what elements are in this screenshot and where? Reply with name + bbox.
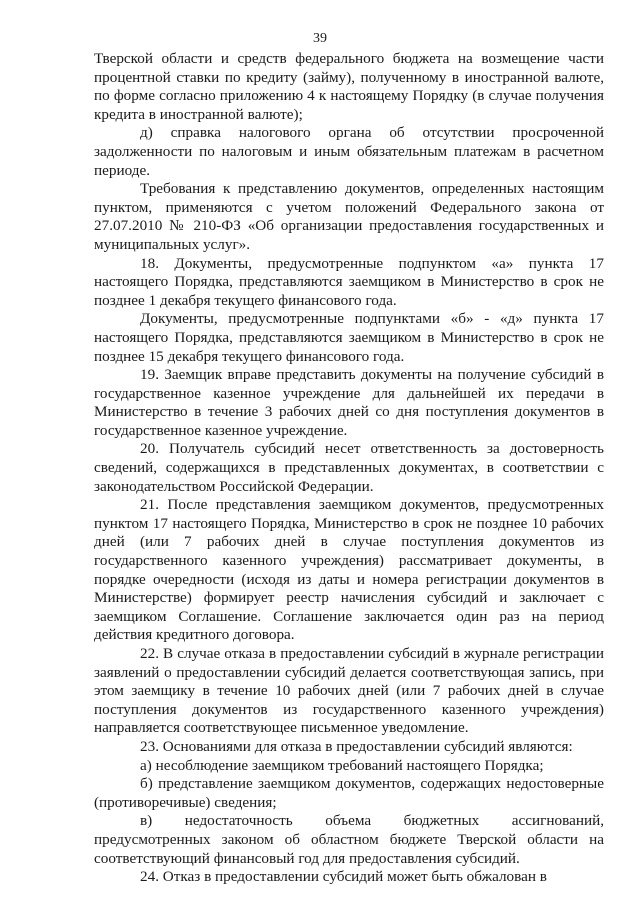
paragraph-item-18-documents: Документы, предусмотренные подпунктами «б» - «д» пункта 17 настоящего Порядка, представляются заемщиком в Министерство в срок не позднее 15 декабря текущего финансового года. [94, 310, 604, 365]
paragraph-item-23-b: б) представление заемщиком документов, содержащих недостоверные (противоречивые) сведения; [94, 775, 604, 811]
page-number: 39 [313, 31, 327, 46]
paragraph-item-19: 19. Заемщик вправе представить документы на получение субсидий в государственное казенное учреждение для дальнейшей их передачи в Министерство в течение 3 рабочих дней со дня поступления документов в государственное казенное учреждение. [94, 366, 604, 439]
document-body [94, 50, 604, 887]
paragraph-requirements: Требования к представлению документов, определенных настоящим пунктом, применяются с учетом положений Федерального закона от 27.07.2010 № 210-ФЗ «Об организации предоставления государственных и муниципальных услуг». [94, 180, 604, 253]
paragraph-item-24: 24. Отказ в предоставлении субсидий может быть обжалован в [140, 868, 547, 886]
paragraph-item-23-a: а) несоблюдение заемщиком требований настоящего Порядка; [140, 756, 544, 774]
paragraph-item-21: 21. После представления заемщиком документов, предусмотренных пунктом 17 настоящего Порядка, Министерство в срок не позднее 10 рабочих дней (или 7 рабочих дней в случае поступления документов из государственного казенного учреждения) рассматривает документы, в порядке очередности (исходя из даты и номера регистрации документов в Министерстве) формирует реестр начисления субсидий и заключает с заемщиком Соглашение. Соглашение заключается один раз на период действия кредитного договора. [94, 496, 604, 644]
paragraph-subitem-d: д) справка налогового органа об отсутствии просроченной задолженности по налоговым и иным обязательным платежам в расчетном периоде. [94, 124, 604, 179]
paragraph-item-22: 22. В случае отказа в предоставлении субсидий в журнале регистрации заявлений о предоставлении субсидий делается соответствующая запись, при этом заемщику в течение 10 рабочих дней (или 7 рабочих дней в случае поступления документов из государственного казенного учреждения) направляется соответствующее письменное уведомление. [94, 645, 604, 737]
paragraph-item-18: 18. Документы, предусмотренные подпунктом «а» пункта 17 настоящего Порядка, представляются заемщиком в Министерство в срок не позднее 1 декабря текущего финансового года. [94, 254, 604, 309]
paragraph-item-23: 23. Основаниями для отказа в предоставлении субсидий являются: [140, 737, 573, 755]
paragraph-item-20: 20. Получатель субсидий несет ответственность за достоверность сведений, содержащихся в представленных документах, в соответствии с законодательством Российской Федерации. [94, 440, 604, 495]
paragraph-item-23-v: в) недостаточность объема бюджетных ассигнований, предусмотренных законом об областном бюджете Тверской области на соответствующий финансовый год для предоставления субсидий. [94, 812, 604, 867]
paragraph-continuation: Тверской области и средств федерального бюджета на возмещение части процентной ставки по кредиту (займу), полученному в иностранной валюте, по форме согласно приложению 4 к настоящему Порядку (в случае получения кредита в иностранной валюте); [94, 50, 604, 123]
